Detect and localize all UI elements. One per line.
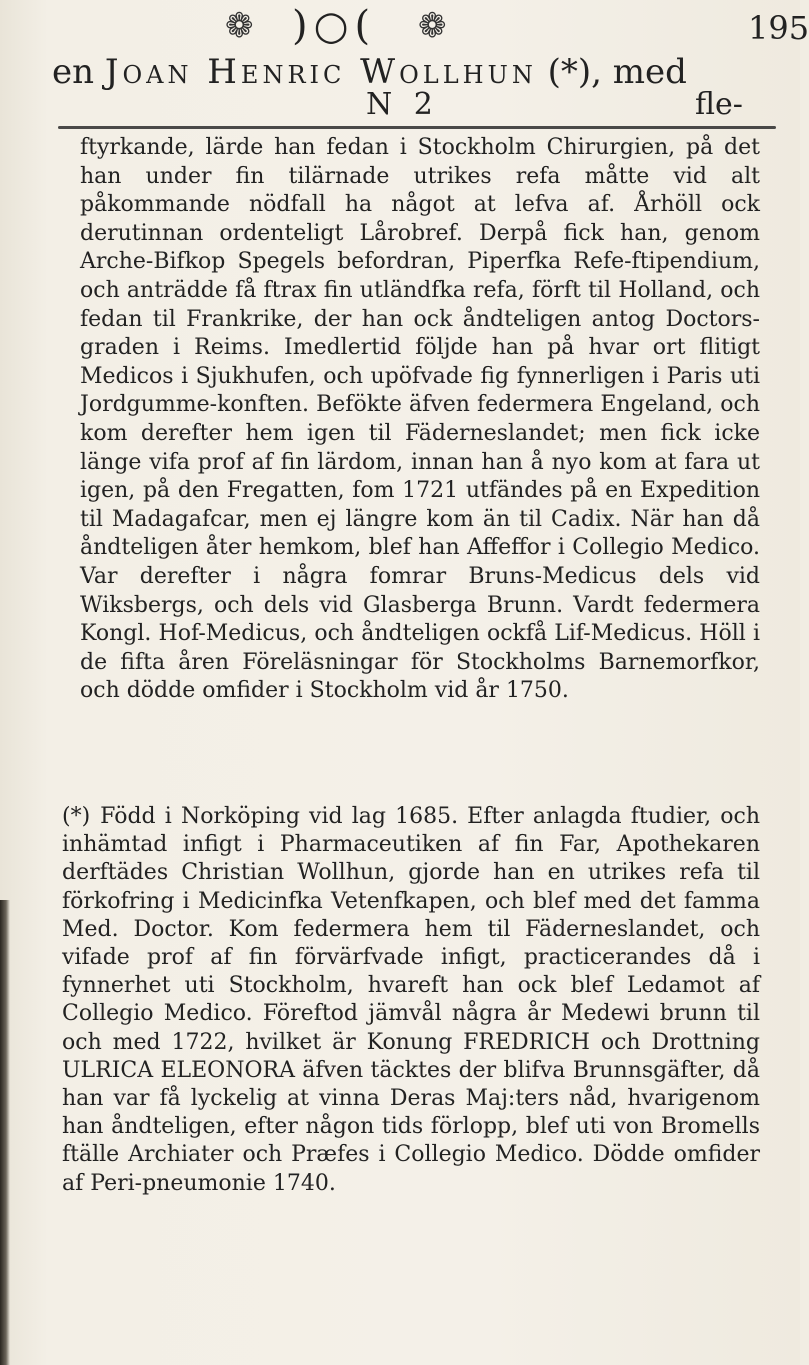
heading-suffix: med	[601, 52, 687, 92]
footnote-text: Född i Norköping vid lag 1685. Efter anlagda ftudier, och inhämtad infigt i Pharmaceutiken af fin Far, Apothekaren derftädes Christian Wollhun, gjorde han en utrikes refa til förkofring i Medicinfka Vetenfkapen, och blef med det famma Med. Doctor. Kom federmera hem til Fäderneslandet, och vifade prof af fin förvärfvade infigt, practicerandes då i fynnerhet uti Stockholm, hvareft han ock blef Ledamot af Collegio Medico. Föreftod jämvål några år Medewi brunn til och med 1722, hvilket är Konung FREDRICH och Drottning ULRICA ELEONORA äfven täcktes der blifva Brunnsgäfter, då han var få lyckelig at vinna Deras Maj:ters nåd, hvarigenom han åndteligen, efter någon tids förlopp, blef uti von Bromells ftälle Archiater och Præfes i Collegio Medico. Dödde omfider af Peri-pneumonie 1740.	[62, 804, 760, 1196]
heading-prefix: en	[52, 52, 105, 92]
header-rule	[58, 126, 776, 129]
binding-edge	[0, 900, 10, 1365]
person-name: Joan Henric Wollhun	[104, 52, 537, 92]
catchword: fle-	[695, 87, 743, 122]
footnote-marker: (*)	[62, 804, 91, 829]
signature-mark: N 2	[366, 87, 439, 122]
heading-line	[52, 52, 772, 92]
footnote-reference: (*),	[547, 52, 602, 92]
ornament-right-icon: ❁	[418, 6, 447, 46]
page-header-mark: )○(	[292, 3, 377, 49]
ornament-left-icon: ❁	[225, 6, 254, 46]
page-number: 195	[748, 9, 809, 47]
footnote	[62, 803, 760, 1198]
main-paragraph: ftyrkande, lärde han fedan i Stockholm Chirurgien, på det han under fin tilärnade utrikes refa måtte vid alt påkommande nödfall ha något at lefva af. Århöll ock derutinnan ordenteligt Lårobref. Derpå fick han, genom Arche-Bifkop Spegels befordran, Piperfka Refe-ftipendium, och anträdde få ftrax fin utländfka refa, förft til Holland, och fedan til Frankrike, der han ock åndteligen antog Doctors-graden i Reims. Imedlertid följde han på hvar ort flitigt Medicos i Sjukhufen, och upöfvade fig fynnerligen i Paris uti Jordgumme-konften. Befökte äfven federmera Engeland, och kom derefter hem igen til Fäderneslandet; men fick icke länge vifa prof af fin lärdom, innan han å nyo kom at fara ut igen, på den Fregatten, fom 1721 utfändes på en Expedition til Madagafcar, men ej längre kom än til Cadix. När han då åndteligen åter hemkom, blef han Affeffor i Collegio Medico. Var derefter i några fomrar Bruns-Medicus dels vid Wiksbergs, och dels vid Glasberga Brunn. Vardt federmera Kongl. Hof-Medicus, och åndteligen ockfå Lif-Medicus. Höll i de fifta åren Föreläsningar för Stockholms Barnemorfkor, och dödde omfider i Stockholm vid år 1750.	[80, 135, 760, 704]
